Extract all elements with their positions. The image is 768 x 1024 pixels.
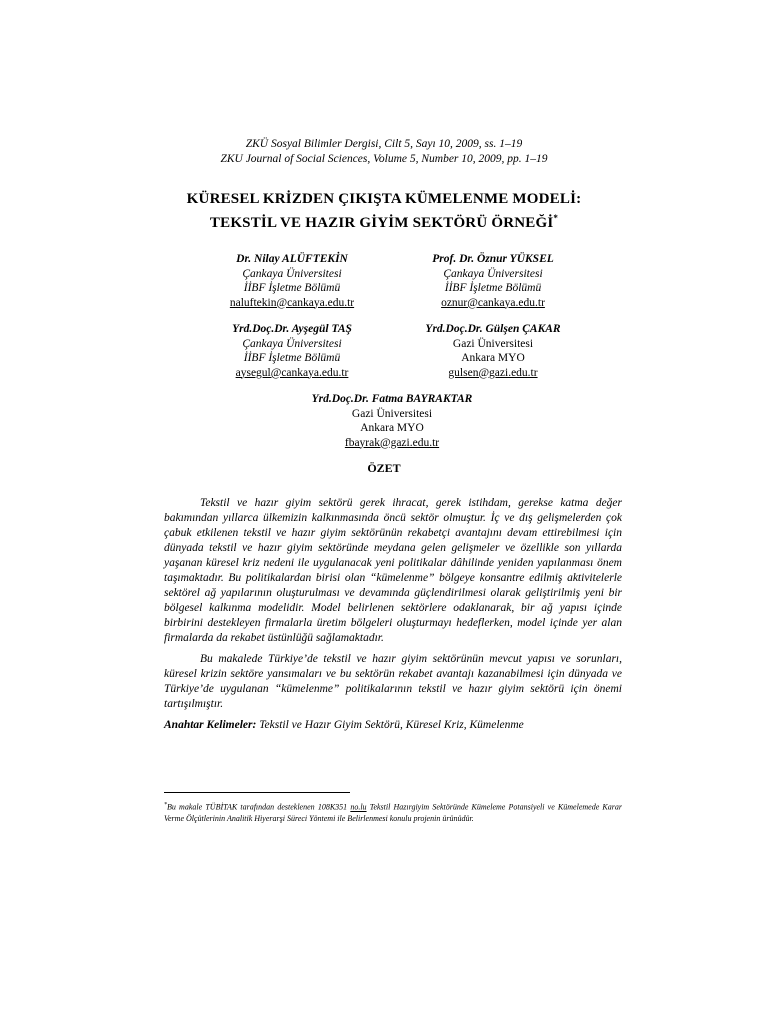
author-email-link[interactable]: naluftekin@cankaya.edu.tr <box>229 296 355 309</box>
author-affiliation: Çankaya Üniversitesi <box>242 267 342 280</box>
author-block-5 <box>272 392 512 450</box>
author-department: Ankara MYO <box>461 352 525 364</box>
author-name: Dr. Nilay ALÜFTEKİN <box>236 253 348 265</box>
author-name: Yrd.Doç.Dr. Fatma BAYRAKTAR <box>311 393 473 405</box>
author-affiliation: Çankaya Üniversitesi <box>443 267 543 280</box>
footnote-marker: * <box>164 802 167 808</box>
title-line-2-text: TEKSTİL VE HAZIR GİYİM SEKTÖRÜ ÖRNEĞİ <box>209 215 554 231</box>
footnote-divider <box>164 792 350 793</box>
author-email-link[interactable]: gulsen@gazi.edu.tr <box>448 366 538 379</box>
author-name: Yrd.Doç.Dr. Ayşegül TAŞ <box>232 323 352 335</box>
abstract-paragraph-1: Tekstil ve hazır giyim sektörü gerek ihracat, gerek istihdam, gerekse katma değer bakımından yıllarca ülkemizin kalkınmasında öncü sektör olmuştur. İç ve dış gelişmelerden çok çabuk etkilenen tekstil ve hazır giyim sektörünün rekabetçi avantajını devam ettirebilmesi için dünyada tekstil ve hazır giyim sektöründe meydana gelen gelişmeler ve özellikle son yıllarda yaşanan küresel kriz nedeni ile uygulanacak yeni politikalar dâhilinde yeniden yapılanması önem taşımaktadır. Bu politikalardan birisi olan “kümelenme” bölgeye konsantre edilmiş aktivitelerle sektörel ağ yapılarının oluşturulması ve devamında güçlendirilmesi olarak geliştirilmiş yeni bir bölgesel kalkınma modelidir. Model belirlenen sektörlere odaklanarak, bir ağ yapısı içinde birbirini destekleyen firmalarla üretim bölgeleri oluşturmayı hedeflerken, model içinde yer alan firmalarda da rekabet üstünlüğü sağlamaktadır. <box>164 497 622 644</box>
title-footnote-marker: * <box>553 213 559 223</box>
author-department: Ankara MYO <box>360 422 424 434</box>
author-block-2 <box>373 252 613 310</box>
title-line-2 <box>0 209 768 233</box>
keywords-list: Tekstil ve Hazır Giyim Sektörü, Küresel Kriz, Kümelenme <box>256 719 524 731</box>
keywords-line <box>164 718 622 733</box>
author-department: İİBF İşletme Bölümü <box>444 282 542 294</box>
journal-line-english: ZKU Journal of Social Sciences, Volume 5, Number 10, 2009, pp. 1–19 <box>220 153 548 165</box>
keywords-label: Anahtar Kelimeler: <box>164 719 257 731</box>
author-name: Prof. Dr. Öznur YÜKSEL <box>432 253 554 265</box>
author-name: Yrd.Doç.Dr. Gülşen ÇAKAR <box>425 323 561 335</box>
author-block-4 <box>373 322 613 380</box>
footnote-text-start: Bu makale TÜBİTAK tarafından desteklenen 108K351 <box>167 802 351 812</box>
title-line-1: KÜRESEL KRİZDEN ÇIKIŞTA KÜMELENME MODELİ: <box>186 191 582 207</box>
abstract-heading: ÖZET <box>367 461 401 475</box>
footnote-link[interactable]: no.lu <box>350 802 367 812</box>
author-affiliation: Gazi Üniversitesi <box>351 407 433 420</box>
abstract-body <box>164 496 622 739</box>
author-department: İİBF İşletme Bölümü <box>243 282 341 294</box>
abstract-paragraph-2: Bu makalede Türkiye’de tekstil ve hazır giyim sektörünün mevcut yapısı ve sorunları, küresel krizin sektöre yansımaları ve bu sektörün rekabet avantajı kazanabilmesi için dünyada ve Türkiye’de uygulanan “kümelenme” politikalarının tekstil ve hazır giyim sektörü için önemi tartışılmıştır. <box>164 653 622 710</box>
footnote <box>164 800 622 825</box>
author-email-link[interactable]: fbayrak@gazi.edu.tr <box>344 436 440 449</box>
author-department: İİBF İşletme Bölümü <box>243 352 341 364</box>
author-email-link[interactable]: oznur@cankaya.edu.tr <box>441 296 545 309</box>
author-affiliation: Gazi Üniversitesi <box>452 337 534 350</box>
author-email-link[interactable]: aysegul@cankaya.edu.tr <box>235 366 349 379</box>
footnote-text-end: Tekstil Hazırgiyim Sektöründe Kümeleme Potansiyeli ve Kümelemede Karar Verme Ölçütlerinin Analitik Hiyerarşi Süreci Yöntemi ile Belirlenmesi konulu projenin ürünüdür. <box>164 802 622 824</box>
paper-title <box>0 190 768 233</box>
journal-line-turkish: ZKÜ Sosyal Bilimler Dergisi, Cilt 5, Sayı 10, 2009, ss. 1–19 <box>245 138 523 150</box>
journal-header <box>0 137 768 167</box>
author-affiliation: Çankaya Üniversitesi <box>242 337 342 350</box>
